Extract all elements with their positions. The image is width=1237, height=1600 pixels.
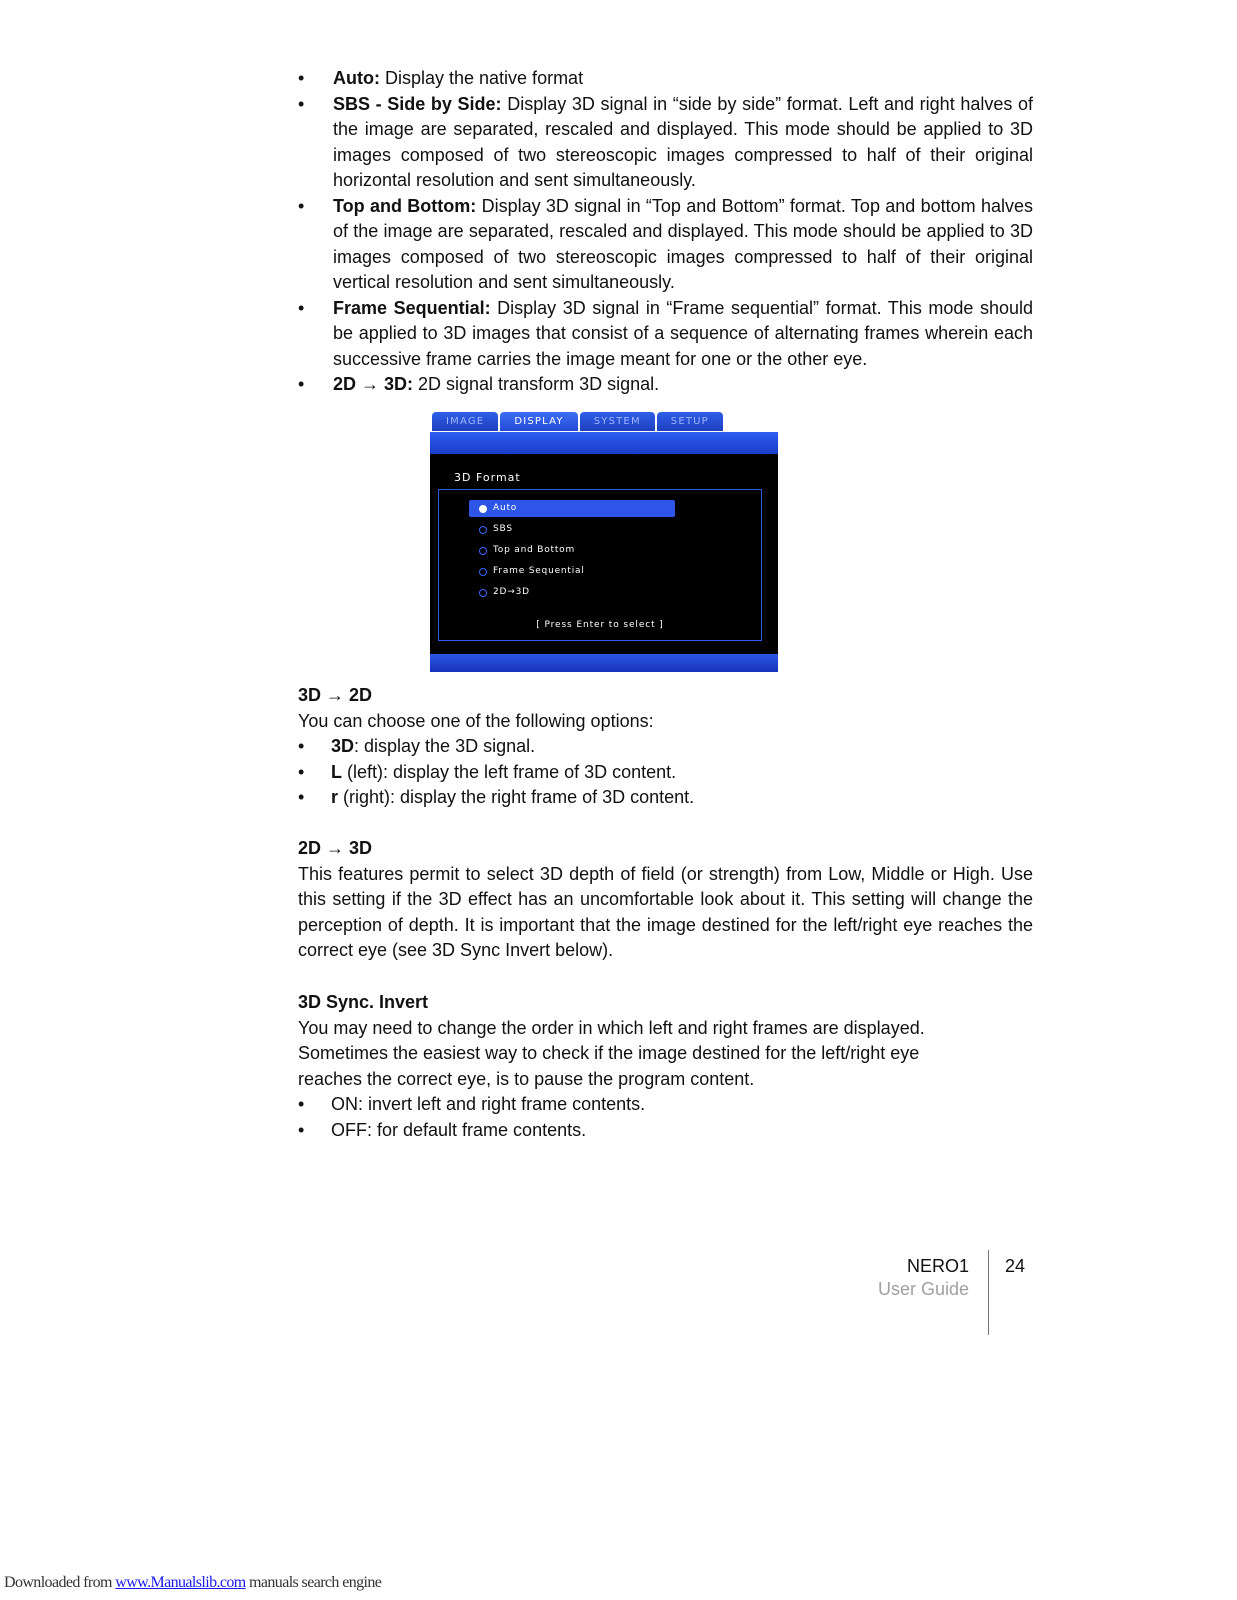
- option-text: Display 3D signal in “Frame sequential” format. This mode should be applied to 3D images that consist of a sequence of alternating frames wherein each successive frame carries the image meant for one or the other eye.: [333, 297, 1033, 369]
- section-body-line: Sometimes the easiest way to check if the image destined for the left/right eye: [298, 1043, 920, 1063]
- osd-tab-setup[interactable]: SETUP: [657, 412, 723, 431]
- radio-icon: [479, 568, 487, 576]
- options-list: [298, 1092, 1033, 1143]
- options-list: [298, 734, 1033, 811]
- section-heading: 3D → 2D: [298, 685, 373, 705]
- section-heading: 2D → 3D: [298, 838, 373, 858]
- radio-icon: [479, 526, 487, 534]
- option-text: Display 3D signal in “Top and Bottom” format. Top and bottom halves of the image are separated, rescaled and displayed. This mode should be applied to 3D images composed of two stereoscopic images compressed to half of their original vertical resolution and sent simultaneously.: [333, 195, 1033, 292]
- section-body-line: You may need to change the order in which left and right frames are displayed.: [298, 1017, 925, 1038]
- osd-tab-system[interactable]: SYSTEM: [580, 412, 655, 431]
- section-3d-to-2d: [298, 683, 1033, 811]
- option-term: SBS - Side by Side:: [333, 93, 502, 114]
- footer-product-name: NERO1: [906, 1256, 969, 1276]
- option-term: 2D → 3D:: [333, 374, 414, 394]
- option-top-bottom: [298, 194, 1033, 296]
- list-item: • OFF: for default frame contents.: [298, 1118, 1033, 1144]
- osd-option-label: Frame Sequential: [493, 566, 585, 576]
- option-term: Auto:: [333, 68, 380, 88]
- footer-guide-label: User Guide: [877, 1279, 969, 1299]
- osd-hint: [ Press Enter to select ]: [536, 620, 664, 630]
- osd-option-label: Top and Bottom: [493, 545, 576, 555]
- page-number: 24: [1005, 1256, 1026, 1276]
- section-body-line: reaches the correct eye, is to pause the program content.: [298, 1068, 755, 1089]
- list-item: [298, 734, 1033, 760]
- download-note: [4, 1574, 381, 1592]
- osd-tab-bar: [432, 412, 725, 432]
- radio-icon: [479, 589, 487, 597]
- section-3d-sync-invert: [298, 990, 1033, 1143]
- osd-option-2d-3d[interactable]: [469, 584, 675, 601]
- item-text: (right): display the right frame of 3D content.: [338, 787, 695, 807]
- option-term: Frame Sequential:: [333, 297, 491, 318]
- option-text: Display 3D signal in “side by side” format. Left and right halves of the image are separated, rescaled and displayed. This mode should be applied to 3D images composed of two stereoscopic images compressed to half of their original horizontal resolution and sent simultaneously.: [333, 93, 1033, 190]
- section-body: This features permit to select 3D depth of field (or strength) from Low, Middle or High. Use this setting if the 3D effect has an uncomfortable look about it. This setting will change the perception of depth. It is important that the image destined for the left/right eye reaches the correct eye (see 3D Sync Invert below).: [298, 863, 1033, 960]
- radio-icon: [479, 505, 487, 513]
- download-prefix: Downloaded from: [4, 1574, 116, 1591]
- osd-bottom-bar: [430, 654, 778, 672]
- list-item: [298, 760, 1033, 786]
- osd-top-bar: [430, 432, 778, 454]
- item-term: L: [331, 761, 342, 782]
- list-item: • ON: invert left and right frame contents.: [298, 1092, 1033, 1118]
- option-text: Display the native format: [379, 68, 584, 88]
- osd-tab-display[interactable]: DISPLAY: [500, 412, 577, 431]
- osd-menu-screenshot: [430, 412, 778, 672]
- list-item: [298, 785, 1033, 811]
- manualslib-link[interactable]: www.Manualslib.com: [115, 1574, 246, 1591]
- osd-option-sbs[interactable]: [469, 521, 675, 538]
- osd-option-top-and-bottom[interactable]: [469, 542, 675, 559]
- format-options-list: [298, 66, 1033, 398]
- item-term: 3D: [331, 736, 355, 756]
- osd-option-frame-sequential[interactable]: [469, 563, 675, 580]
- osd-option-frame: [438, 489, 762, 641]
- option-term: Top and Bottom:: [333, 195, 477, 216]
- item-text: (left): display the left frame of 3D content.: [342, 761, 677, 782]
- option-auto: [298, 66, 1033, 92]
- option-sbs: [298, 92, 1033, 194]
- osd-option-label: 2D→3D: [493, 587, 530, 597]
- osd-title: 3D Format: [454, 471, 521, 484]
- download-suffix: manuals search engine: [245, 1574, 382, 1591]
- osd-option-label: SBS: [493, 524, 513, 534]
- item-text: : display the 3D signal.: [354, 736, 536, 756]
- option-frame-sequential: [298, 296, 1033, 373]
- item-term: r: [331, 787, 339, 807]
- section-heading: 3D Sync. Invert: [298, 992, 429, 1012]
- osd-tab-image[interactable]: IMAGE: [432, 412, 498, 431]
- section-2d-to-3d: [298, 836, 1033, 964]
- option-text: 2D signal transform 3D signal.: [413, 374, 660, 394]
- osd-option-auto[interactable]: [469, 500, 675, 517]
- radio-icon: [479, 547, 487, 555]
- osd-body: [430, 454, 778, 654]
- osd-option-label: Auto: [493, 503, 518, 513]
- section-intro: You can choose one of the following options:: [298, 710, 654, 731]
- footer-divider: [988, 1250, 989, 1335]
- option-2d-3d: [298, 372, 1033, 398]
